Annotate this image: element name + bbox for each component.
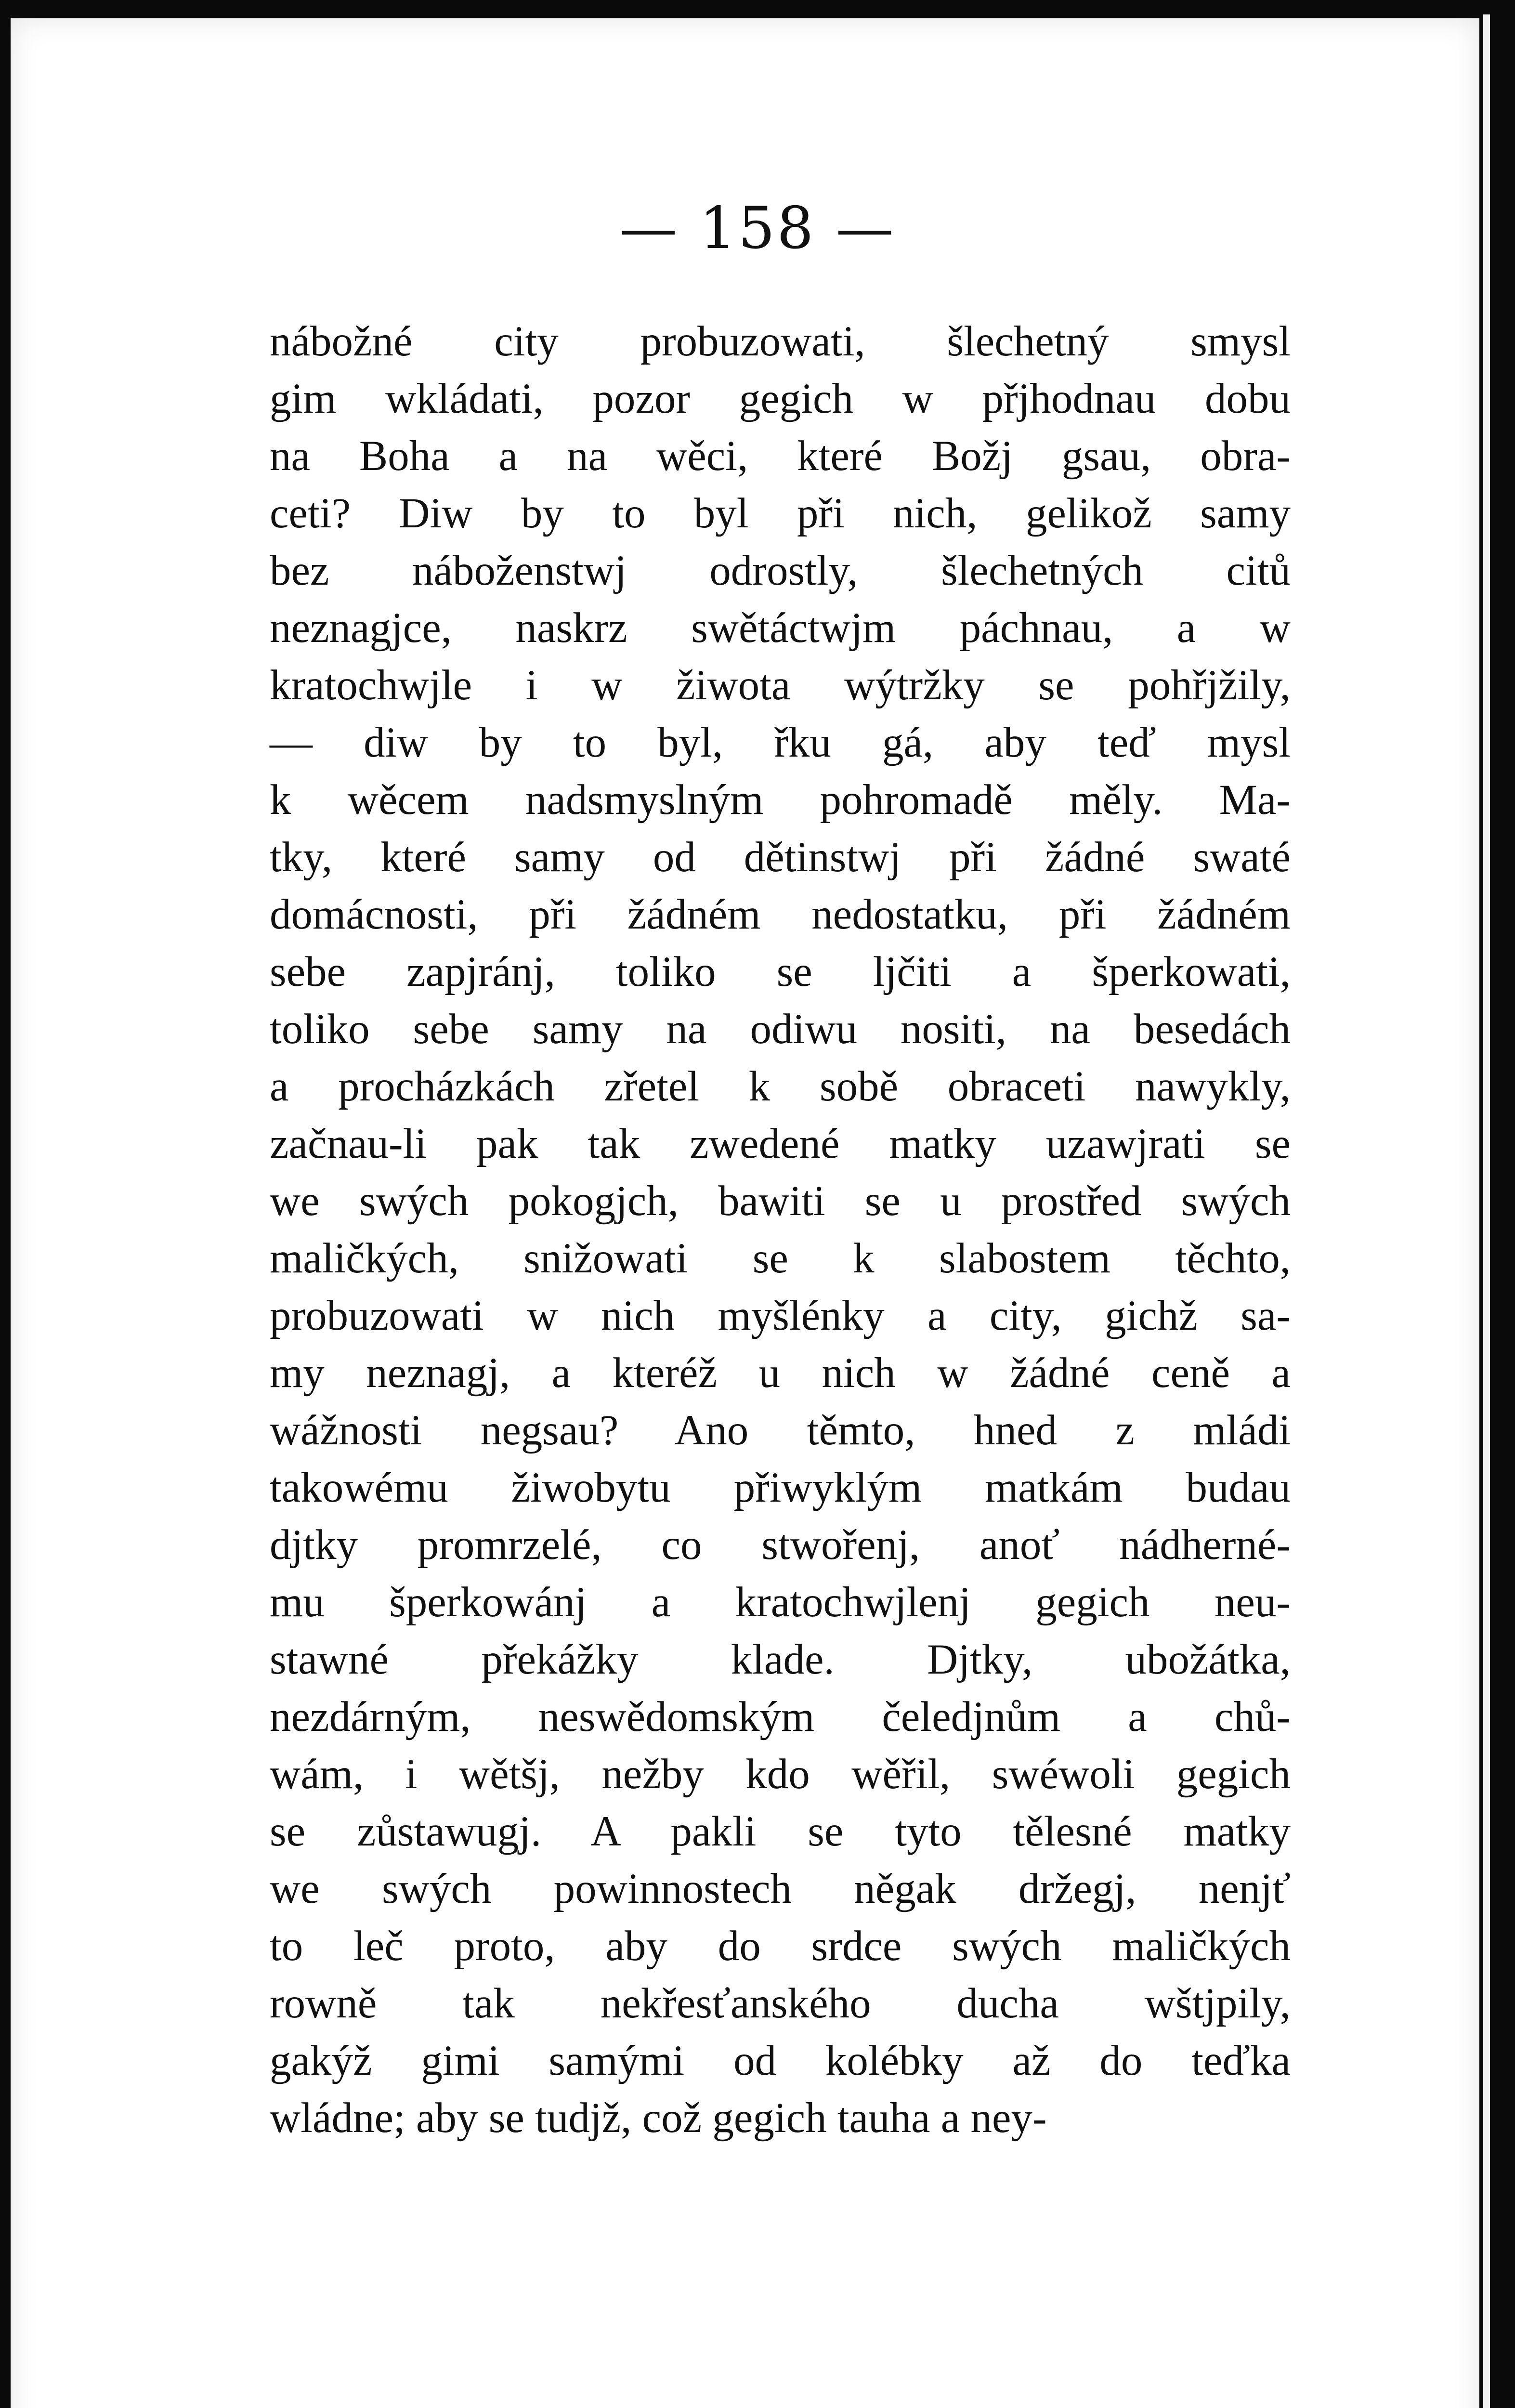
text-line: neznagjce, naskrz swětáctwjm páchnau, a w <box>270 604 1291 652</box>
text-line: wám, i wětšj, nežby kdo wěřil, swéwoli gegich <box>270 1751 1291 1798</box>
text-line: mu šperkowánj a kratochwjlenj gegich neu- <box>270 1579 1291 1626</box>
text-line: tky, které samy od dětinstwj při žádné swaté <box>270 834 1291 881</box>
text-line: wládne; aby se tudjž, což gegich tauha a ney- <box>270 2094 1047 2142</box>
text-line: maličkých, snižowati se k slabostem těchto, <box>270 1235 1291 1282</box>
page-number: — 158 — <box>619 195 896 262</box>
text-line: nábožné city probuzowati, šlechetný smysl <box>270 318 1291 365</box>
text-line: djtky promrzelé, co stwořenj, anoť nádherné- <box>270 1521 1291 1569</box>
text-line: ceti? Diw by to byl při nich, gelikož samy <box>270 490 1291 537</box>
text-line: gim wkládati, pozor gegich w přjhodnau dobu <box>270 375 1291 422</box>
text-line: to leč proto, aby do srdce swých maličkých <box>270 1923 1291 1970</box>
text-line: na Boha a na wěci, které Božj gsau, obra- <box>270 432 1291 480</box>
text-line: wážnosti negsau? Ano těmto, hned z mládi <box>270 1407 1291 1454</box>
body-text <box>270 313 1291 2147</box>
text-line: stawné překážky klade. Djtky, ubožátka, <box>270 1636 1291 1683</box>
text-line: a procházkách zřetel k sobě obraceti nawykly, <box>270 1063 1291 1110</box>
text-line: rowně tak nekřesťanského ducha wštjpily, <box>270 1980 1291 2027</box>
text-line: kratochwjle i w žiwota wýtržky se pohřjžily, <box>270 662 1291 709</box>
text-line: takowému žiwobytu přiwyklým matkám budau <box>270 1464 1291 1511</box>
text-line: bez náboženstwj odrostly, šlechetných citů <box>270 547 1291 594</box>
text-line: we swých pokogjch, bawiti se u prostřed swých <box>270 1178 1291 1225</box>
text-line: nezdárným, neswědomským čeledjnům a chů- <box>270 1693 1291 1741</box>
text-line: my neznagj, a kteréž u nich w žádné ceně a <box>270 1349 1291 1397</box>
text-line: začnau-li pak tak zwedené matky uzawjrati se <box>270 1120 1291 1167</box>
text-line: toliko sebe samy na odiwu nositi, na besedách <box>270 1006 1291 1053</box>
text-line: gakýž gimi samými od kolébky až do teďka <box>270 2037 1291 2084</box>
page-edge <box>1483 14 1490 2408</box>
text-line: sebe zapjránj, toliko se ljčiti a šperkowati, <box>270 948 1291 995</box>
text-line: we swých powinnostech něgak držegj, nenjť <box>270 1865 1291 1912</box>
text-line: — diw by to byl, řku gá, aby teď mysl <box>270 719 1291 766</box>
text-line: domácnosti, při žádném nedostatku, při žádném <box>270 891 1291 938</box>
text-line: probuzowati w nich myšlénky a city, gichž sa- <box>270 1292 1291 1339</box>
text-line: k wěcem nadsmyslným pohromadě měly. Ma- <box>270 776 1291 824</box>
text-line: se zůstawugj. A pakli se tyto tělesné matky <box>270 1808 1291 1855</box>
